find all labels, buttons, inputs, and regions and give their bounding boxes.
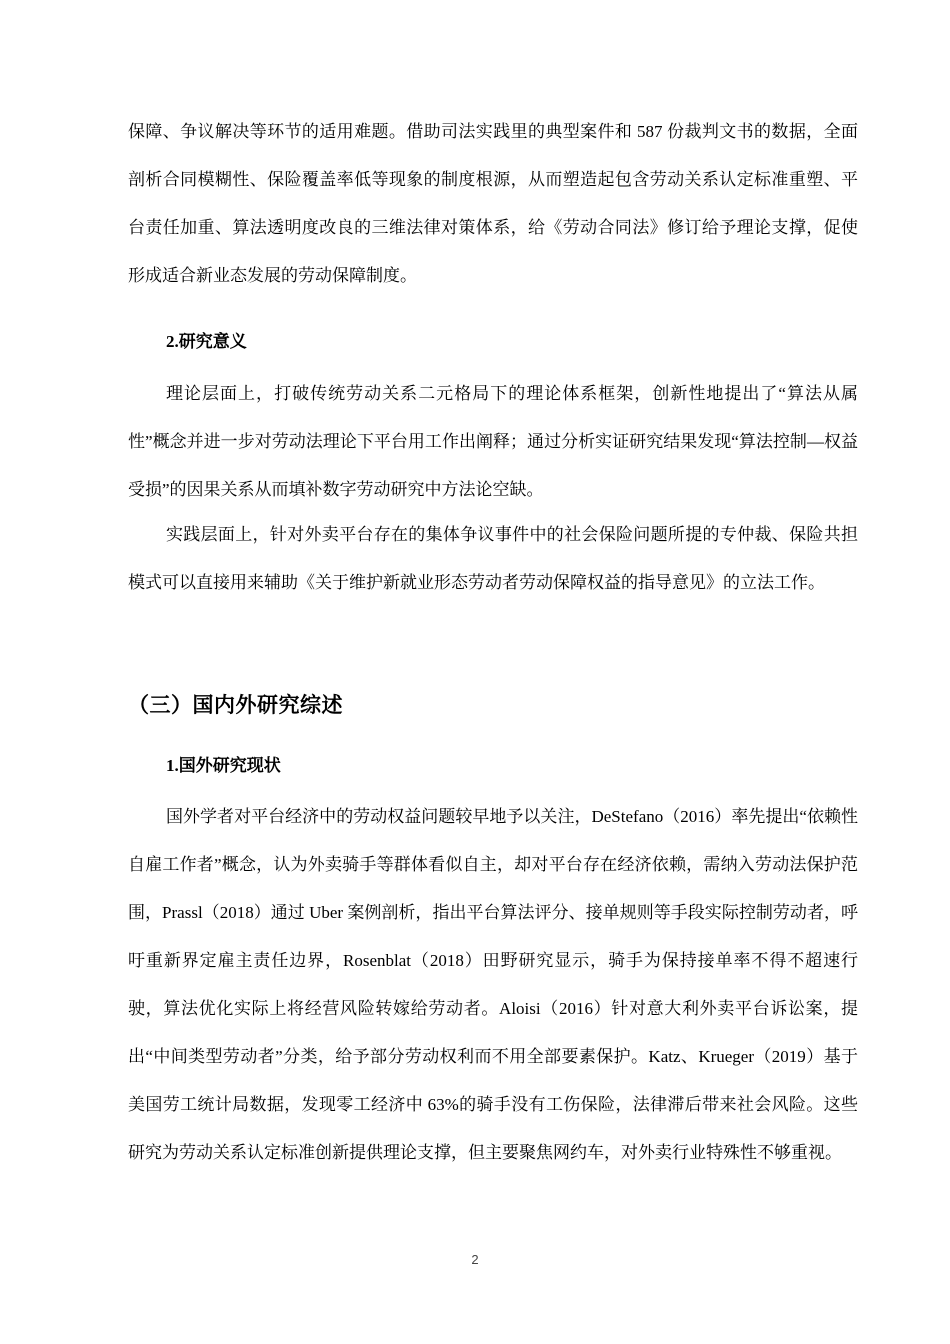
subheading-foreign-block (128, 754, 858, 778)
paragraph-foreign-research: 国外学者对平台经济中的劳动权益问题较早地予以关注，DeStefano（2016）率先提出“依赖性自雇工作者”概念，认为外卖骑手等群体看似自主，却对平台存在经济依赖，需纳入劳动法保护范围，Prassl（2018）通过 Uber 案例剖析，指出平台算法评分、接单规则等手段实际控制劳动者，呼吁重新界定雇主责任边界，Rosenblat（2018）田野研究显示，骑手为保持接单率不得不超速行驶，算法优化实际上将经营风险转嫁给劳动者。Aloisi（2016）针对意大利外卖平台诉讼案，提出“中间类型劳动者”分类，给予部分劳动权利而不用全部要素保护。Katz、Krueger（2019）基于美国劳工统计局数据，发现零工经济中 63%的骑手没有工伤保险，法律滞后带来社会风险。这些研究为劳动关系认定标准创新提供理论支撑，但主要聚焦网约车，对外卖行业特殊性不够重视。 (128, 807, 858, 1162)
subheading-foreign-research: 1.国外研究现状 (166, 756, 281, 775)
section-heading-literature-review: （三）国内外研究综述 (128, 693, 343, 717)
paragraph-theory: 理论层面上，打破传统劳动关系二元格局下的理论体系框架，创新性地提出了“算法从属性”概念并进一步对劳动法理论下平台用工作出阐释；通过分析实证研究结果发现“算法控制—权益受损”的因果关系从而填补数字劳动研究中方法论空缺。 (128, 384, 858, 499)
paragraph-foreign-block (128, 793, 858, 1177)
paragraph-practice-block (128, 511, 858, 607)
paragraph-continuation-block (128, 108, 858, 300)
subheading-research-significance: 2.研究意义 (166, 332, 247, 351)
section-heading-block (128, 690, 858, 720)
paragraph-theory-block (128, 370, 858, 514)
subheading-significance-block (128, 330, 858, 354)
page-number: 2 (471, 1252, 479, 1267)
paragraph-continuation: 保障、争议解决等环节的适用难题。借助司法实践里的典型案件和 587 份裁判文书的数据，全面剖析合同模糊性、保险覆盖率低等现象的制度根源，从而塑造起包含劳动关系认定标准重塑、平台责任加重、算法透明度改良的三维法律对策体系，给《劳动合同法》修订给予理论支撑，促使形成适合新业态发展的劳动保障制度。 (128, 122, 858, 285)
paragraph-practice: 实践层面上，针对外卖平台存在的集体争议事件中的社会保险问题所提的专仲裁、保险共担模式可以直接用来辅助《关于维护新就业形态劳动者劳动保障权益的指导意见》的立法工作。 (128, 525, 858, 592)
